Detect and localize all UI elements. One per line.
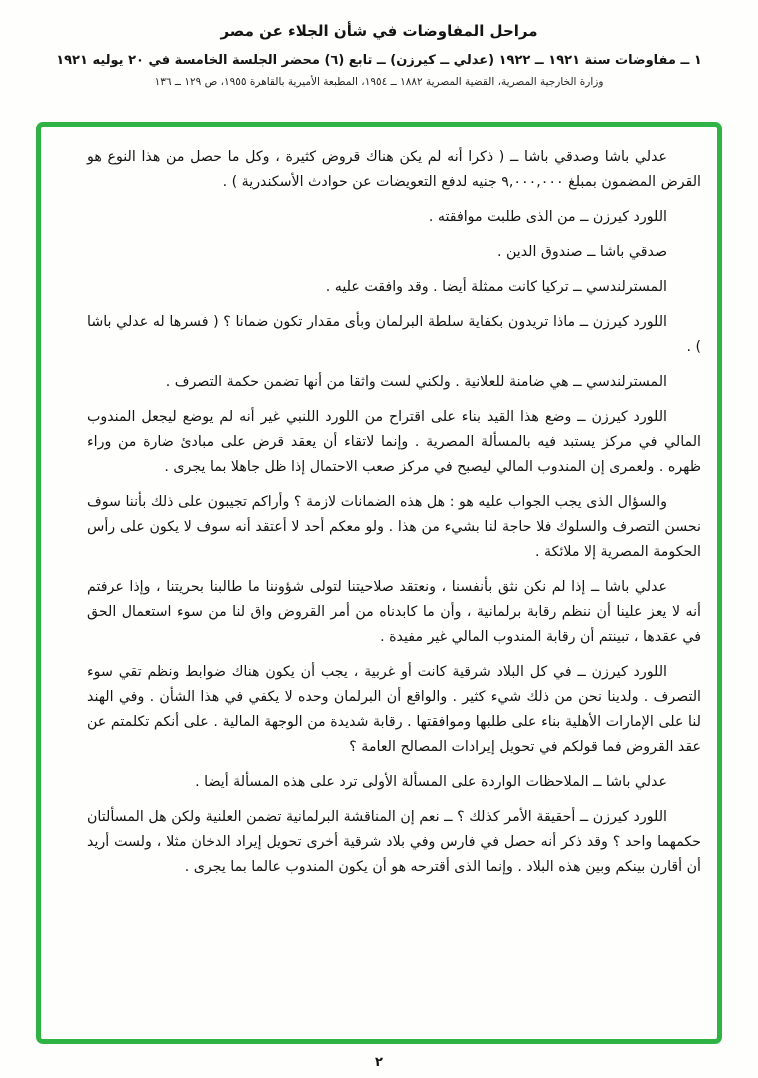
paragraph: عدلي باشا ــ إذا لم نكن نثق بأنفسنا ، ونعتقد صلاحيتنا لتولى شؤوننا ما طالبنا بحريتنا ، وإذا عرفتم أنه لا يعز علينا أن ننظم رقابة برلمانية ، وأن ما كابدناه من أمر القروض واق لنا من سوء استعمال الحق في عقدها ، تبينتم أن رقابة المندوب المالي غير مفيدة . — [87, 578, 701, 645]
paragraph: اللورد كيرزن ــ أحقيقة الأمر كذلك ؟ ــ نعم إن المناقشة البرلمانية تضمن العلنية ولكن هل المسألتان حكمهما واحد ؟ وقد ذكر أنه حصل في فارس وفي بلاد شرقية أخرى تحويل إيراد الدخان مثلا ، ولست أريد أن أقارن بينكم وبين هذه البلاد . وإنما الذى أقترحه هو أن يكون المندوب عالما بما يجرى . — [87, 808, 701, 875]
paragraph: والسؤال الذى يجب الجواب عليه هو : هل هذه الضمانات لازمة ؟ وأراكم تجيبون على ذلك بأننا سوف نحسن التصرف والسلوك فلا حاجة لنا بشيء من هذا . ولو معكم أحد لا أعتقد أنه سوف لا يكون على رأس الحكومة المصرية إلا ملائكة . — [87, 493, 701, 560]
paragraph: المسترلندسي ــ تركيا كانت ممثلة أيضا . وقد وافقت عليه . — [325, 278, 667, 295]
header-subtitle: ١ ــ مفاوضات سنة ١٩٢١ ــ ١٩٢٢ (عدلي ــ كيرزن) ــ تابع (٦) محضر الجلسة الخامسة في ٢٠ يوليه ١٩٢١ — [56, 53, 702, 68]
header-title: مراحل المفاوضات في شأن الجلاء عن مصر — [220, 22, 538, 40]
page-number: ٢ — [375, 1055, 383, 1070]
paragraph: اللورد كيرزن ــ ماذا تريدون بكفاية سلطة البرلمان وبأى مقدار تكون ضمانا ؟ ( فسرها له عدلي باشا ) . — [87, 313, 701, 355]
paragraph: عدلي باشا وصدقي باشا ــ ( ذكرا أنه لم يكن هناك قروض كثيرة ، وكل ما حصل من هذا النوع هو القرض المضمون بمبلغ ٩,٠٠٠,٠٠٠ جنيه لدفع التعويضات عن حوادث الأسكندرية ) . — [87, 149, 701, 190]
paragraph: صدقي باشا ــ صندوق الدين . — [496, 243, 667, 260]
paragraph: اللورد كيرزن ــ من الذى طلبت موافقته . — [428, 208, 667, 225]
paragraph: المسترلندسي ــ هي ضامنة للعلانية . ولكني لست واثقا من أنها تضمن حكمة التصرف . — [165, 373, 667, 390]
paragraph: عدلي باشا ــ الملاحظات الواردة على المسألة الأولى ترد على هذه المسألة أيضا . — [195, 773, 667, 790]
page-header — [0, 0, 758, 88]
document-body — [87, 145, 701, 880]
paragraph: اللورد كيرزن ــ في كل البلاد شرقية كانت أو غربية ، يجب أن يكون هناك ضوابط ونظم تقي سوء التصرف . ولدينا نحن من ذلك شيء كثير . والواقع أن البرلمان وحده لا يكفي في هذا الشأن . وفي الهند لنا على الإمارات الأهلية بناء على طلبها وموافقتها . رقابة شديدة من الوجهة المالية . على أنكم تكلمتم عن عقد القروض فما قولكم في تحويل إيرادات المصالح العامة ؟ — [87, 663, 701, 755]
green-border-box — [36, 122, 722, 1044]
header-source-citation: وزارة الخارجية المصرية، القضية المصرية ١٨٨٢ ــ ١٩٥٤، المطبعة الأميرية بالقاهرة ١٩٥٥، ص ١٢٩ ــ ١٣٦ — [154, 76, 604, 88]
paragraph: اللورد كيرزن ــ وضع هذا القيد بناء على اقتراح من اللورد اللنبي غير أنه لم يوضع ليجعل المندوب المالي في مركز يستبد فيه بالمسألة المصرية . وإنما لاتقاء أن يعقد قرض على مبادئ ضارة من وراء ظهره . ولعمرى إن المندوب المالي ليصبح في مركز صعب الاحتمال إذا ظل جاهلا بما يجرى . — [87, 408, 701, 475]
